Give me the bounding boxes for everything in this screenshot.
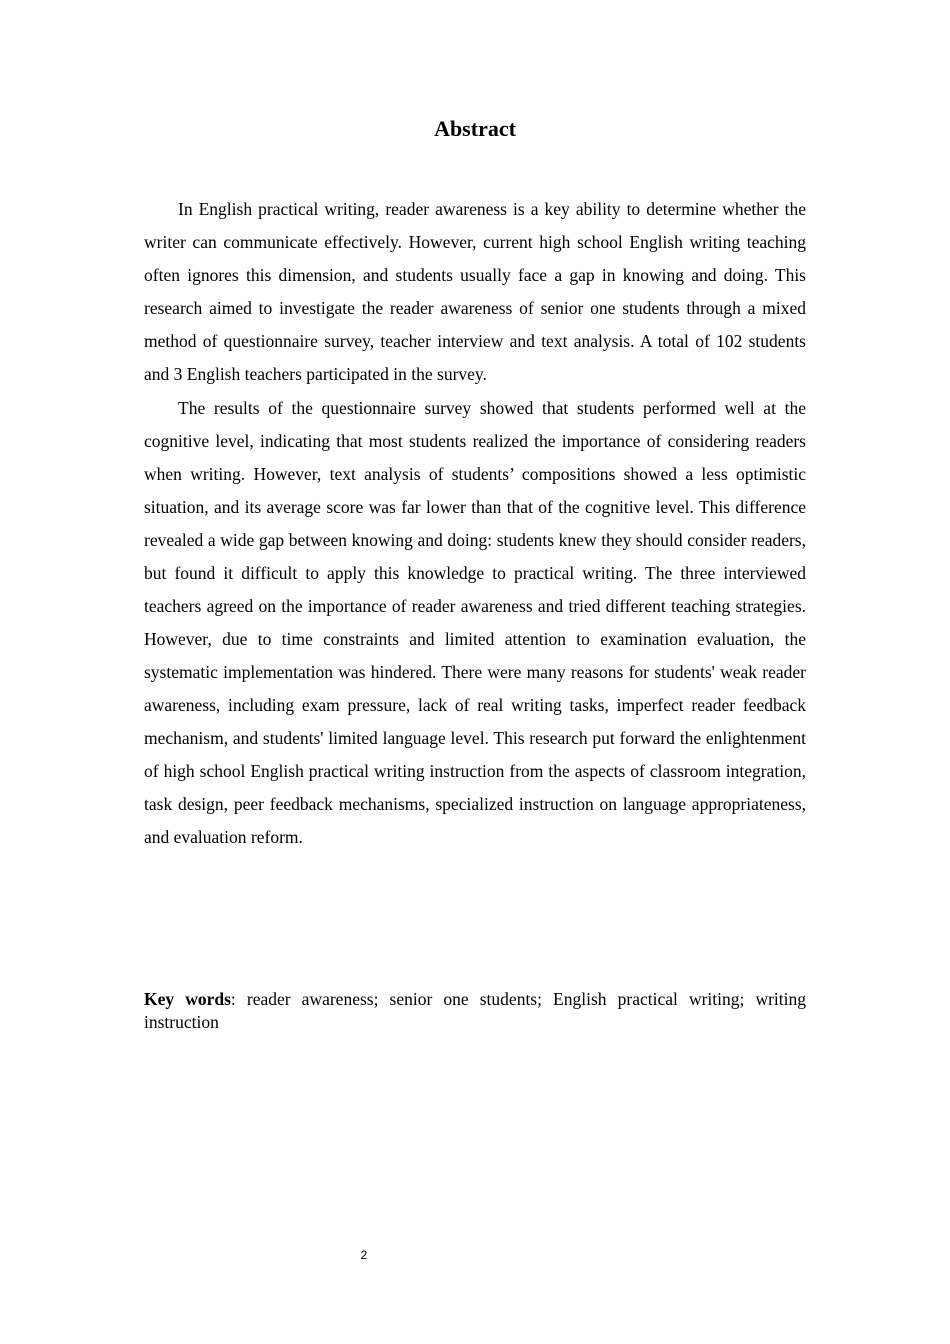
keywords-label: Key words — [144, 989, 231, 1009]
keywords-separator: : — [230, 989, 236, 1009]
page-number: 2 — [360, 1248, 368, 1262]
keywords-list: reader awareness; senior one students; English practical writing; writing instruction — [144, 989, 806, 1032]
abstract-paragraph-2: The results of the questionnaire survey showed that students performed well at the cognitive level, indicating that most students realized the importance of considering readers when writing. However, text analysis of students’ compositions showed a less optimistic situation, and its average score was far lower than that of the cognitive level. This difference revealed a wide gap between knowing and doing: students knew they should consider readers, but found it difficult to apply this knowledge to practical writing. The three interviewed teachers agreed on the importance of reader awareness and tried different teaching strategies. However, due to time constraints and limited attention to examination evaluation, the systematic implementation was hindered. There were many reasons for students' weak reader awareness, including exam pressure, lack of real writing tasks, imperfect reader feedback mechanism, and students' limited language level. This research put forward the enlightenment of high school English practical writing instruction from the aspects of classroom integration, task design, peer feedback mechanisms, specialized instruction on language appropriateness, and evaluation reform. — [144, 398, 806, 847]
abstract-paragraph-1: In English practical writing, reader awareness is a key ability to determine whether the writer can communicate effectively. However, current high school English writing teaching often ignores this dimension, and students usually face a gap in knowing and doing. This research aimed to investigate the reader awareness of senior one students through a mixed method of questionnaire survey, teacher interview and text analysis. A total of 102 students and 3 English teachers participated in the survey. — [144, 199, 806, 384]
keywords-section — [144, 988, 806, 1034]
abstract-title: Abstract — [434, 116, 516, 141]
abstract-body — [144, 193, 806, 855]
